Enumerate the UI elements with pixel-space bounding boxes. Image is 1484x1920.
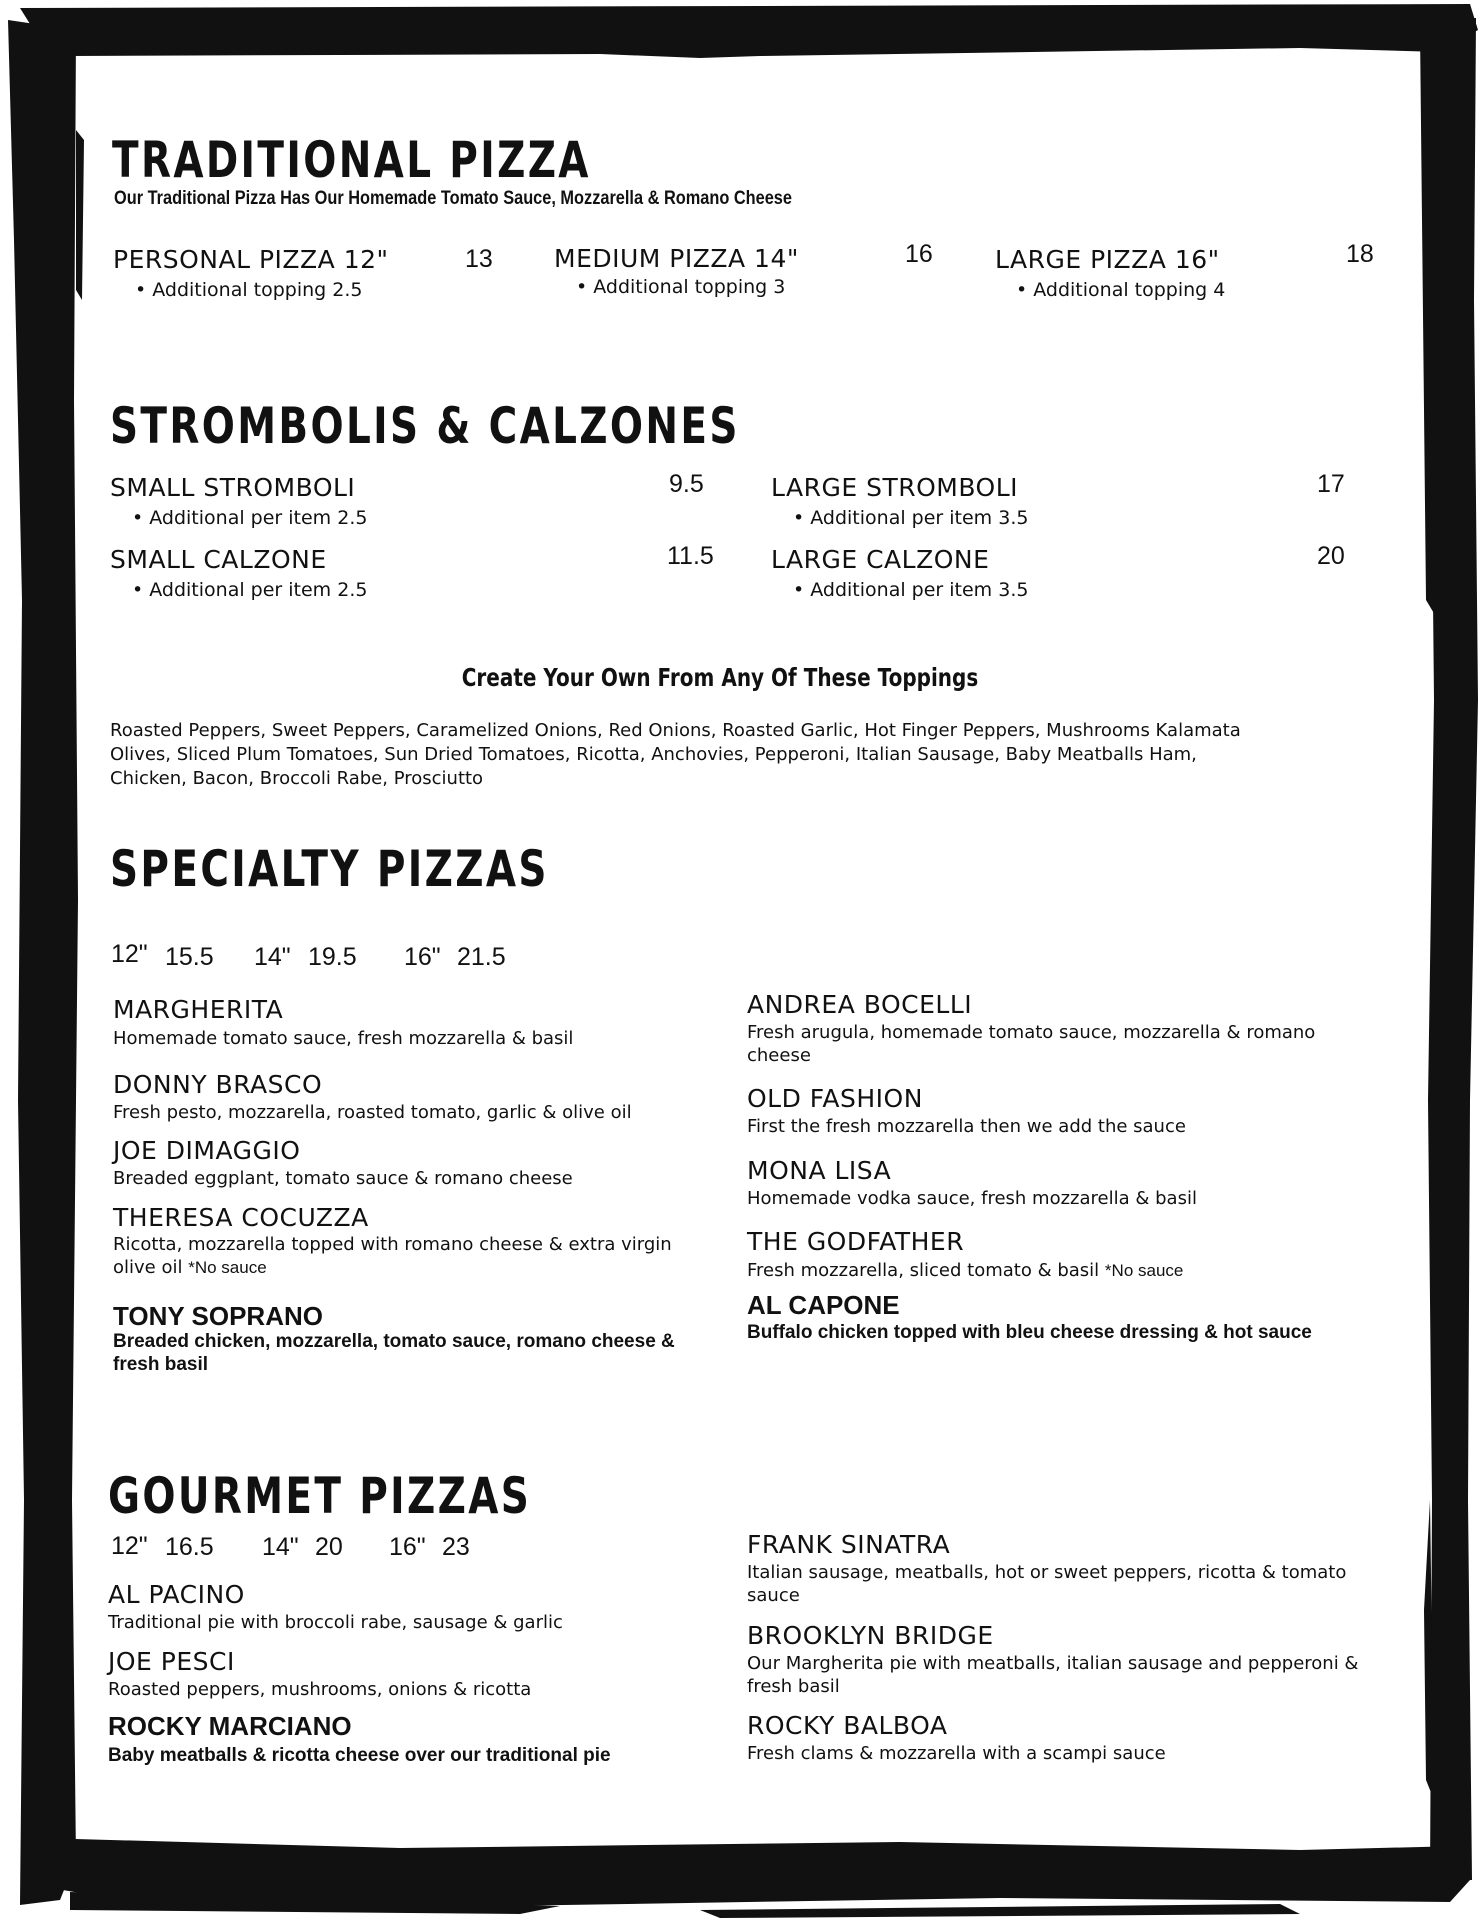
pizza-name: MONA LISA xyxy=(747,1156,892,1185)
size-label: 14" xyxy=(262,1533,299,1561)
menu-item-price: 16 xyxy=(905,240,933,268)
pizza-description: Breaded eggplant, tomato sauce & romano cheese xyxy=(113,1168,573,1189)
menu-item-name: LARGE CALZONE xyxy=(771,545,990,574)
pizza-description: Our Margherita pie with meatballs, italian sausage and pepperoni & fresh basil xyxy=(747,1653,1359,1697)
specialty-title: SPECIALTY PIZZAS xyxy=(110,840,549,898)
pizza-description: Fresh clams & mozzarella with a scampi sauce xyxy=(747,1743,1166,1764)
pizza-name: FRANK SINATRA xyxy=(747,1530,951,1559)
menu-item-price: 20 xyxy=(1317,542,1345,570)
pizza-description: Fresh pesto, mozzarella, roasted tomato, garlic & olive oil xyxy=(113,1102,632,1123)
menu-item-name: MEDIUM PIZZA 14" xyxy=(554,244,799,273)
pizza-name: DONNY BRASCO xyxy=(113,1070,323,1099)
pizza-description: Roasted peppers, mushrooms, onions & ricotta xyxy=(108,1679,532,1700)
pizza-description: Traditional pie with broccoli rabe, sausage & garlic xyxy=(108,1612,563,1633)
pizza-description xyxy=(113,1233,673,1279)
no-sauce-note: *No sauce xyxy=(1104,1261,1184,1280)
pizza-name: AL PACINO xyxy=(108,1580,245,1609)
menu-item-addon: • Additional per item 3.5 xyxy=(793,507,1029,529)
menu-item-name: PERSONAL PIZZA 12" xyxy=(113,245,389,274)
menu-item-addon: • Additional per item 3.5 xyxy=(793,579,1029,601)
size-label: 16" xyxy=(389,1533,426,1561)
pizza-description: First the fresh mozzarella then we add the sauce xyxy=(747,1116,1186,1137)
size-label: 12" xyxy=(111,1532,148,1560)
strombolis-title: STROMBOLIS & CALZONES xyxy=(110,397,740,455)
pizza-name: JOE PESCI xyxy=(108,1647,235,1676)
menu-item-addon: • Additional topping 4 xyxy=(1016,279,1226,301)
size-price: 15.5 xyxy=(165,943,214,971)
menu-item-price: 13 xyxy=(465,245,493,273)
no-sauce-note: *No sauce xyxy=(188,1258,267,1277)
pizza-name: THERESA COCUZZA xyxy=(113,1203,369,1232)
pizza-description: Baby meatballs & ricotta cheese over our traditional pie xyxy=(108,1745,611,1766)
pizza-name: OLD FASHION xyxy=(747,1084,923,1113)
pizza-description: Homemade tomato sauce, fresh mozzarella & basil xyxy=(113,1028,574,1049)
pizza-description-text: Ricotta, mozzarella topped with romano cheese & extra virgin olive oil xyxy=(113,1234,672,1278)
pizza-description: Homemade vodka sauce, fresh mozzarella & basil xyxy=(747,1188,1197,1209)
pizza-name: MARGHERITA xyxy=(113,995,284,1024)
menu-item-name: SMALL STROMBOLI xyxy=(110,473,356,502)
menu-item-price: 17 xyxy=(1317,470,1345,498)
pizza-name: BROOKLYN BRIDGE xyxy=(747,1621,994,1650)
menu-item-addon: • Additional per item 2.5 xyxy=(132,579,368,601)
pizza-name: THE GODFATHER xyxy=(747,1227,965,1256)
menu-item-addon: • Additional per item 2.5 xyxy=(132,507,368,529)
toppings-list: Roasted Peppers, Sweet Peppers, Caramelized Onions, Red Onions, Roasted Garlic, Hot Finger Peppers, Mushrooms Kalamata Olives, Sliced Plum Tomatoes, Sun Dried Tomatoes, Ricotta, Anchovies, Pepperoni, Italian Sausage, Baby Meatballs Ham, Chicken, Bacon, Broccoli Rabe, Prosciutto xyxy=(110,720,1241,789)
menu-item-name: SMALL CALZONE xyxy=(110,545,327,574)
pizza-name: ROCKY MARCIANO xyxy=(108,1711,352,1741)
menu-item-price: 18 xyxy=(1346,240,1374,268)
menu-item-name: LARGE PIZZA 16" xyxy=(995,245,1220,274)
menu-item-price: 9.5 xyxy=(669,470,704,498)
pizza-description: Italian sausage, meatballs, hot or sweet peppers, ricotta & tomato sauce xyxy=(747,1562,1347,1606)
pizza-description: Breaded chicken, mozzarella, tomato sauce, romano cheese & fresh basil xyxy=(113,1331,675,1375)
size-price: 19.5 xyxy=(308,943,357,971)
pizza-description xyxy=(747,1259,1372,1282)
menu-item-price: 11.5 xyxy=(667,542,714,570)
pizza-name: TONY SOPRANO xyxy=(113,1301,323,1331)
menu-item-name: LARGE STROMBOLI xyxy=(771,473,1019,502)
size-price: 16.5 xyxy=(165,1533,214,1561)
size-label: 16" xyxy=(404,943,441,971)
traditional-title: TRADITIONAL PIZZA xyxy=(112,131,591,189)
traditional-subtitle: Our Traditional Pizza Has Our Homemade Tomato Sauce, Mozzarella & Romano Cheese xyxy=(114,188,792,209)
toppings-heading: Create Your Own From Any Of These Toppings xyxy=(461,663,979,692)
size-price: 20 xyxy=(315,1533,343,1561)
pizza-name: ANDREA BOCELLI xyxy=(747,990,973,1019)
pizza-name: JOE DIMAGGIO xyxy=(113,1136,301,1165)
size-price: 23 xyxy=(442,1533,470,1561)
pizza-description: Fresh arugula, homemade tomato sauce, mozzarella & romano cheese xyxy=(747,1022,1316,1066)
size-label: 12" xyxy=(111,940,148,968)
gourmet-title: GOURMET PIZZAS xyxy=(108,1467,532,1525)
pizza-description-text: Fresh mozzarella, sliced tomato & basil xyxy=(747,1260,1100,1281)
pizza-name: AL CAPONE xyxy=(747,1290,900,1320)
pizza-description: Buffalo chicken topped with bleu cheese dressing & hot sauce xyxy=(747,1322,1312,1343)
menu-item-addon: • Additional topping 3 xyxy=(576,276,786,298)
menu-item-addon: • Additional topping 2.5 xyxy=(135,279,363,301)
size-price: 21.5 xyxy=(457,943,506,971)
pizza-name: ROCKY BALBOA xyxy=(747,1711,948,1740)
size-label: 14" xyxy=(254,943,291,971)
